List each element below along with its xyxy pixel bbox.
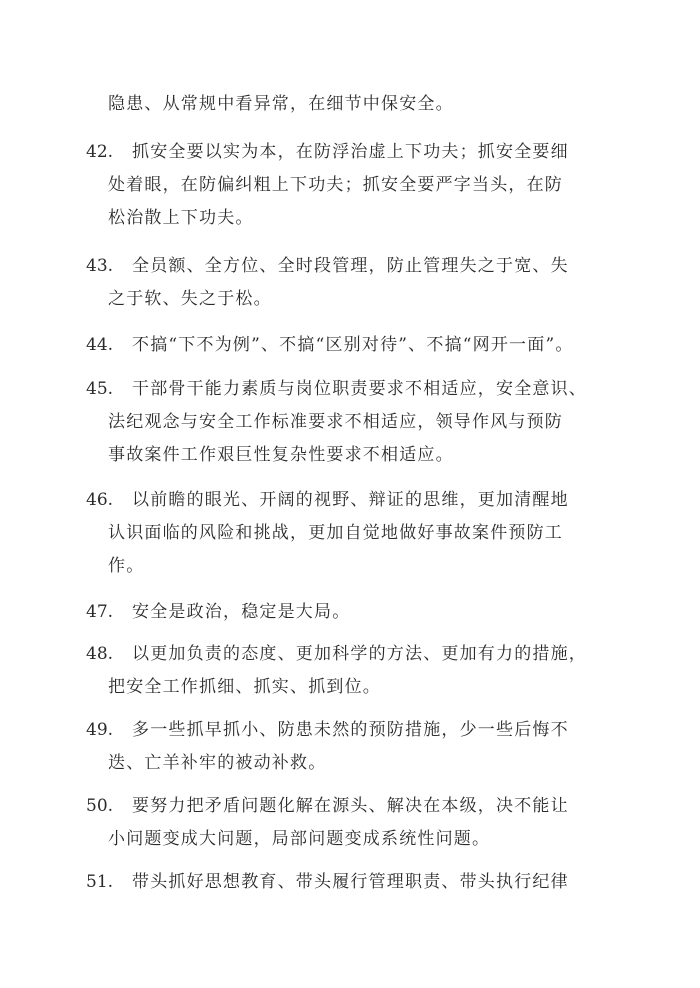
item-number: 47. — [86, 602, 114, 622]
item-line: 把安全工作抓细、抓实、抓到位。 — [108, 677, 381, 697]
item-number: 49. — [86, 720, 114, 740]
item-line: 抓安全要以实为本，在防浮治虚上下功夫；抓安全要细 — [132, 142, 569, 162]
item-line: 以前瞻的眼光、开阔的视野、辩证的思维，更加清醒地 — [132, 490, 569, 510]
item-line: 法纪观念与安全工作标准要求不相适应，领导作风与预防 — [108, 412, 563, 432]
item-line: 干部骨干能力素质与岗位职责要求不相适应，安全意识、 — [132, 379, 587, 399]
continuation-line: 隐患、从常规中看异常，在细节中保安全。 — [108, 94, 454, 114]
item-number: 46. — [86, 490, 114, 510]
item-line: 不搞“下不为例”、不搞“区别对待”、不搞“网开一面”。 — [132, 335, 574, 355]
item-line: 松治散上下功夫。 — [108, 208, 254, 228]
item-number: 42. — [86, 142, 114, 162]
item-number: 43. — [86, 256, 114, 276]
item-line: 之于软、失之于松。 — [108, 289, 272, 309]
item-line: 迭、亡羊补牢的被动补救。 — [108, 753, 327, 773]
item-line: 认识面临的风险和挑战，更加自觉地做好事故案件预防工 — [108, 523, 563, 543]
item-line: 处着眼，在防偏纠粗上下功夫；抓安全要严字当头，在防 — [108, 175, 563, 195]
item-line: 以更加负责的态度、更加科学的方法、更加有力的措施， — [132, 644, 587, 664]
item-number: 51. — [86, 872, 114, 892]
item-number: 50. — [86, 796, 114, 816]
item-line: 多一些抓早抓小、防患未然的预防措施，少一些后悔不 — [132, 720, 569, 740]
item-number: 45. — [86, 379, 114, 399]
item-line: 带头抓好思想教育、带头履行管理职责、带头执行纪律 — [132, 872, 569, 892]
item-line: 全员额、全方位、全时段管理，防止管理失之于宽、失 — [132, 256, 569, 276]
item-line: 安全是政治，稳定是大局。 — [132, 602, 351, 622]
item-line: 事故案件工作艰巨性复杂性要求不相适应。 — [108, 445, 454, 465]
item-line: 要努力把矛盾问题化解在源头、解决在本级，决不能让 — [132, 796, 569, 816]
item-line: 小问题变成大问题，局部问题变成系统性问题。 — [108, 829, 491, 849]
item-number: 44. — [86, 335, 114, 355]
item-number: 48. — [86, 644, 114, 664]
item-line: 作。 — [108, 556, 145, 576]
